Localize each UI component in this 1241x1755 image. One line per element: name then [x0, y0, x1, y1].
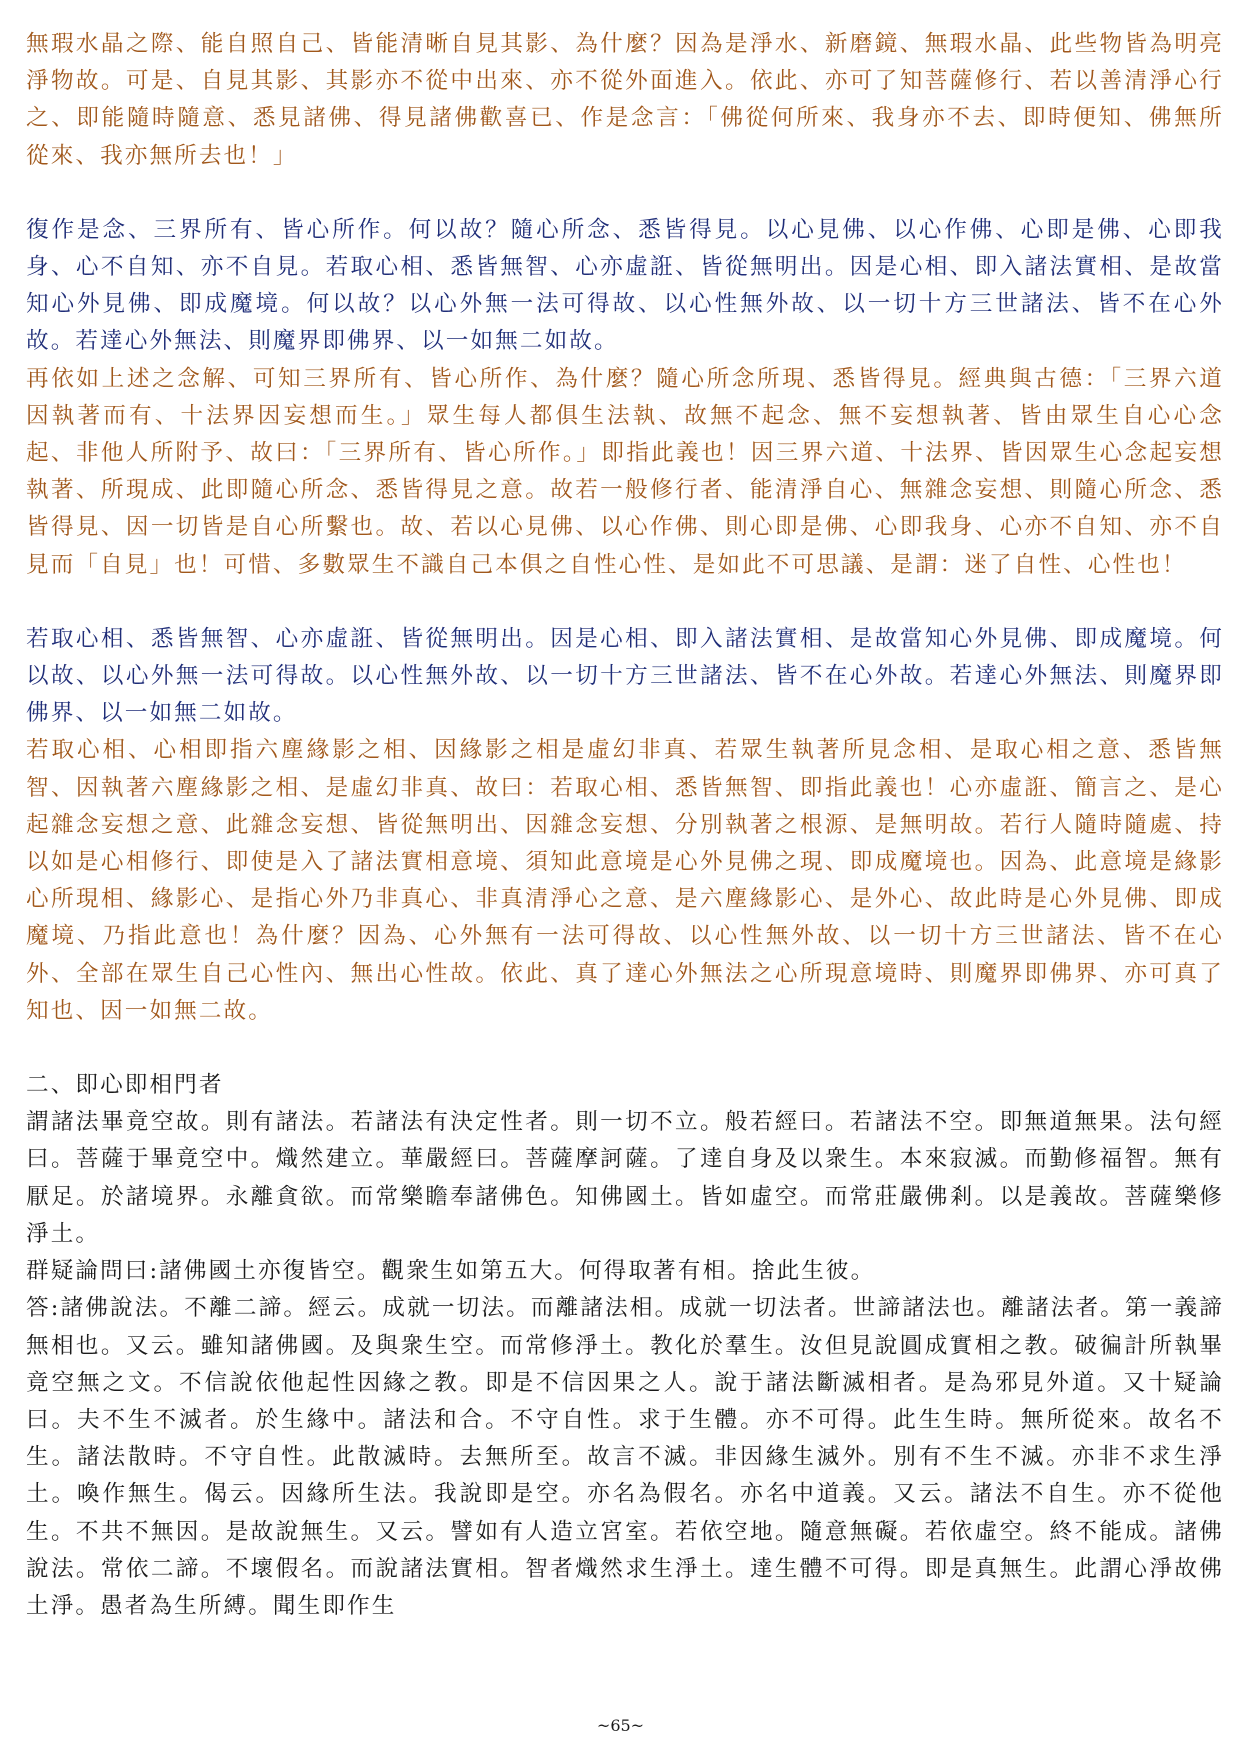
paragraph-2: 復作是念、三界所有、皆心所作。何以故？隨心所念、悉皆得見。以心見佛、以心作佛、心即是佛、心即我身、心不自知、亦不自見。若取心相、悉皆無智、心亦虛誑、皆從無明出。因是心相、即入諸法實相、是故當知心外見佛、即成魔境。何以故？以心外無一法可得故、以心性無外故、以一切十方三世諸法、皆不在心外故。若達心外無法、則魔界即佛界、以一如無二如故。 [26, 216, 1224, 355]
page-number: ~65~ [596, 1716, 645, 1735]
paragraph-spacer [26, 584, 1224, 621]
section-heading: 二、即心即相門者 [26, 1072, 224, 1099]
paragraph-8: 答:諸佛說法。不離二諦。經云。成就一切法。而離諸法相。成就一切法者。世諦諸法也。離諸法者。第一義諦無相也。又云。雖知諸佛國。及與衆生空。而常修淨土。教化於羣生。汝但見說圓成實相之教。破徧計所執畢竟空無之文。不信說依他起性因緣之教。即是不信因果之人。說于諸法斷滅相者。是為邪見外道。又十疑論曰。夫不生不滅者。於生緣中。諸法和合。不守自性。求于生體。亦不可得。此生生時。無所從來。故名不生。諸法散時。不守自性。此散滅時。去無所至。故言不滅。非因緣生滅外。別有不生不滅。亦非不求生淨土。喚作無生。偈云。因緣所生法。我說即是空。亦名為假名。亦名中道義。又云。諸法不自生。亦不從他生。不共不無因。是故說無生。又云。譬如有人造立宮室。若依空地。隨意無礙。若依虛空。終不能成。諸佛說法。常依二諦。不壞假名。而說諸法實相。智者熾然求生淨土。達生體不可得。即是真無生。此謂心淨故佛土淨。愚者為生所縛。聞生即作生 [26, 1295, 1224, 1619]
paragraph-6: 謂諸法畢竟空故。則有諸法。若諸法有決定性者。則一切不立。般若經曰。若諸法不空。即無道無果。法句經曰。菩薩于畢竟空中。熾然建立。華嚴經曰。菩薩摩訶薩。了達自身及以衆生。本來寂滅。而勤修福智。無有厭足。於諸境界。永離貪欲。而常樂瞻奉諸佛色。知佛國土。皆如虛空。而常莊嚴佛剎。以是義故。菩薩樂修淨土。 [26, 1109, 1224, 1247]
paragraph-1: 無瑕水晶之際、能自照自己、皆能清晰自見其影、為什麼？因為是淨水、新磨鏡、無瑕水晶、此些物皆為明亮淨物故。可是、自見其影、其影亦不從中出來、亦不從外面進入。依此、亦可了知菩薩修行、若以善清淨心行之、即能隨時隨意、悉見諸佛、得見諸佛歡喜已、作是念言：「佛從何所來、我身亦不去、即時便知、佛無所從來、我亦無所去也！」 [26, 31, 1224, 169]
paragraph-7: 群疑論問曰:諸佛國土亦復皆空。觀衆生如第五大。何得取著有相。捨此生彼。 [26, 1258, 876, 1285]
paragraph-spacer [26, 1030, 1224, 1067]
paragraph-spacer [26, 175, 1224, 212]
paragraph-4: 若取心相、悉皆無智、心亦虛誑、皆從無明出。因是心相、即入諸法實相、是故當知心外見佛、即成魔境。何以故、以心外無一法可得故。以心性無外故、以一切十方三世諸法、皆不在心外故。若達心外無法、則魔界即佛界、以一如無二如故。 [26, 625, 1224, 727]
document-page [26, 26, 1224, 1625]
paragraph-5: 若取心相、心相即指六塵緣影之相、因緣影之相是虛幻非真、若眾生執著所見念相、是取心相之意、悉皆無智、因執著六塵緣影之相、是虛幻非真、故曰：若取心相、悉皆無智、即指此義也！心亦虛誑、簡言之、是心起雜念妄想之意、此雜念妄想、皆從無明出、因雜念妄想、分別執著之根源、是無明故。若行人隨時隨處、持以如是心相修行、即使是入了諸法實相意境、須知此意境是心外見佛之現、即成魔境也。因為、此意境是緣影心所現相、緣影心、是指心外乃非真心、非真清淨心之意、是六塵緣影心、是外心、故此時是心外見佛、即成魔境、乃指此意也！為什麼？因為、心外無有一法可得故、以心性無外故、以一切十方三世諸法、皆不在心外、全部在眾生自己心性內、無出心性故。依此、真了達心外無法之心所現意境時、則魔界即佛界、亦可真了知也、因一如無二故。 [26, 737, 1224, 1024]
paragraph-3: 再依如上述之念解、可知三界所有、皆心所作、為什麼？隨心所念所現、悉皆得見。經典與古德：「三界六道因執著而有、十法界因妄想而生。」眾生每人都俱生法執、故無不起念、無不妄想執著、皆由眾生自心心念起、非他人所附予、故曰：「三界所有、皆心所作。」即指此義也！因三界六道、十法界、皆因眾生心念起妄想執著、所現成、此即隨心所念、悉皆得見之意。故若一般修行者、能清淨自心、無雜念妄想、則隨心所念、悉皆得見、因一切皆是自心所繫也。故、若以心見佛、以心作佛、則心即是佛、心即我身、心亦不自知、亦不自見而「自見」也！可惜、多數眾生不識自己本俱之自性心性、是如此不可思議、是謂：迷了自性、心性也！ [26, 365, 1224, 578]
